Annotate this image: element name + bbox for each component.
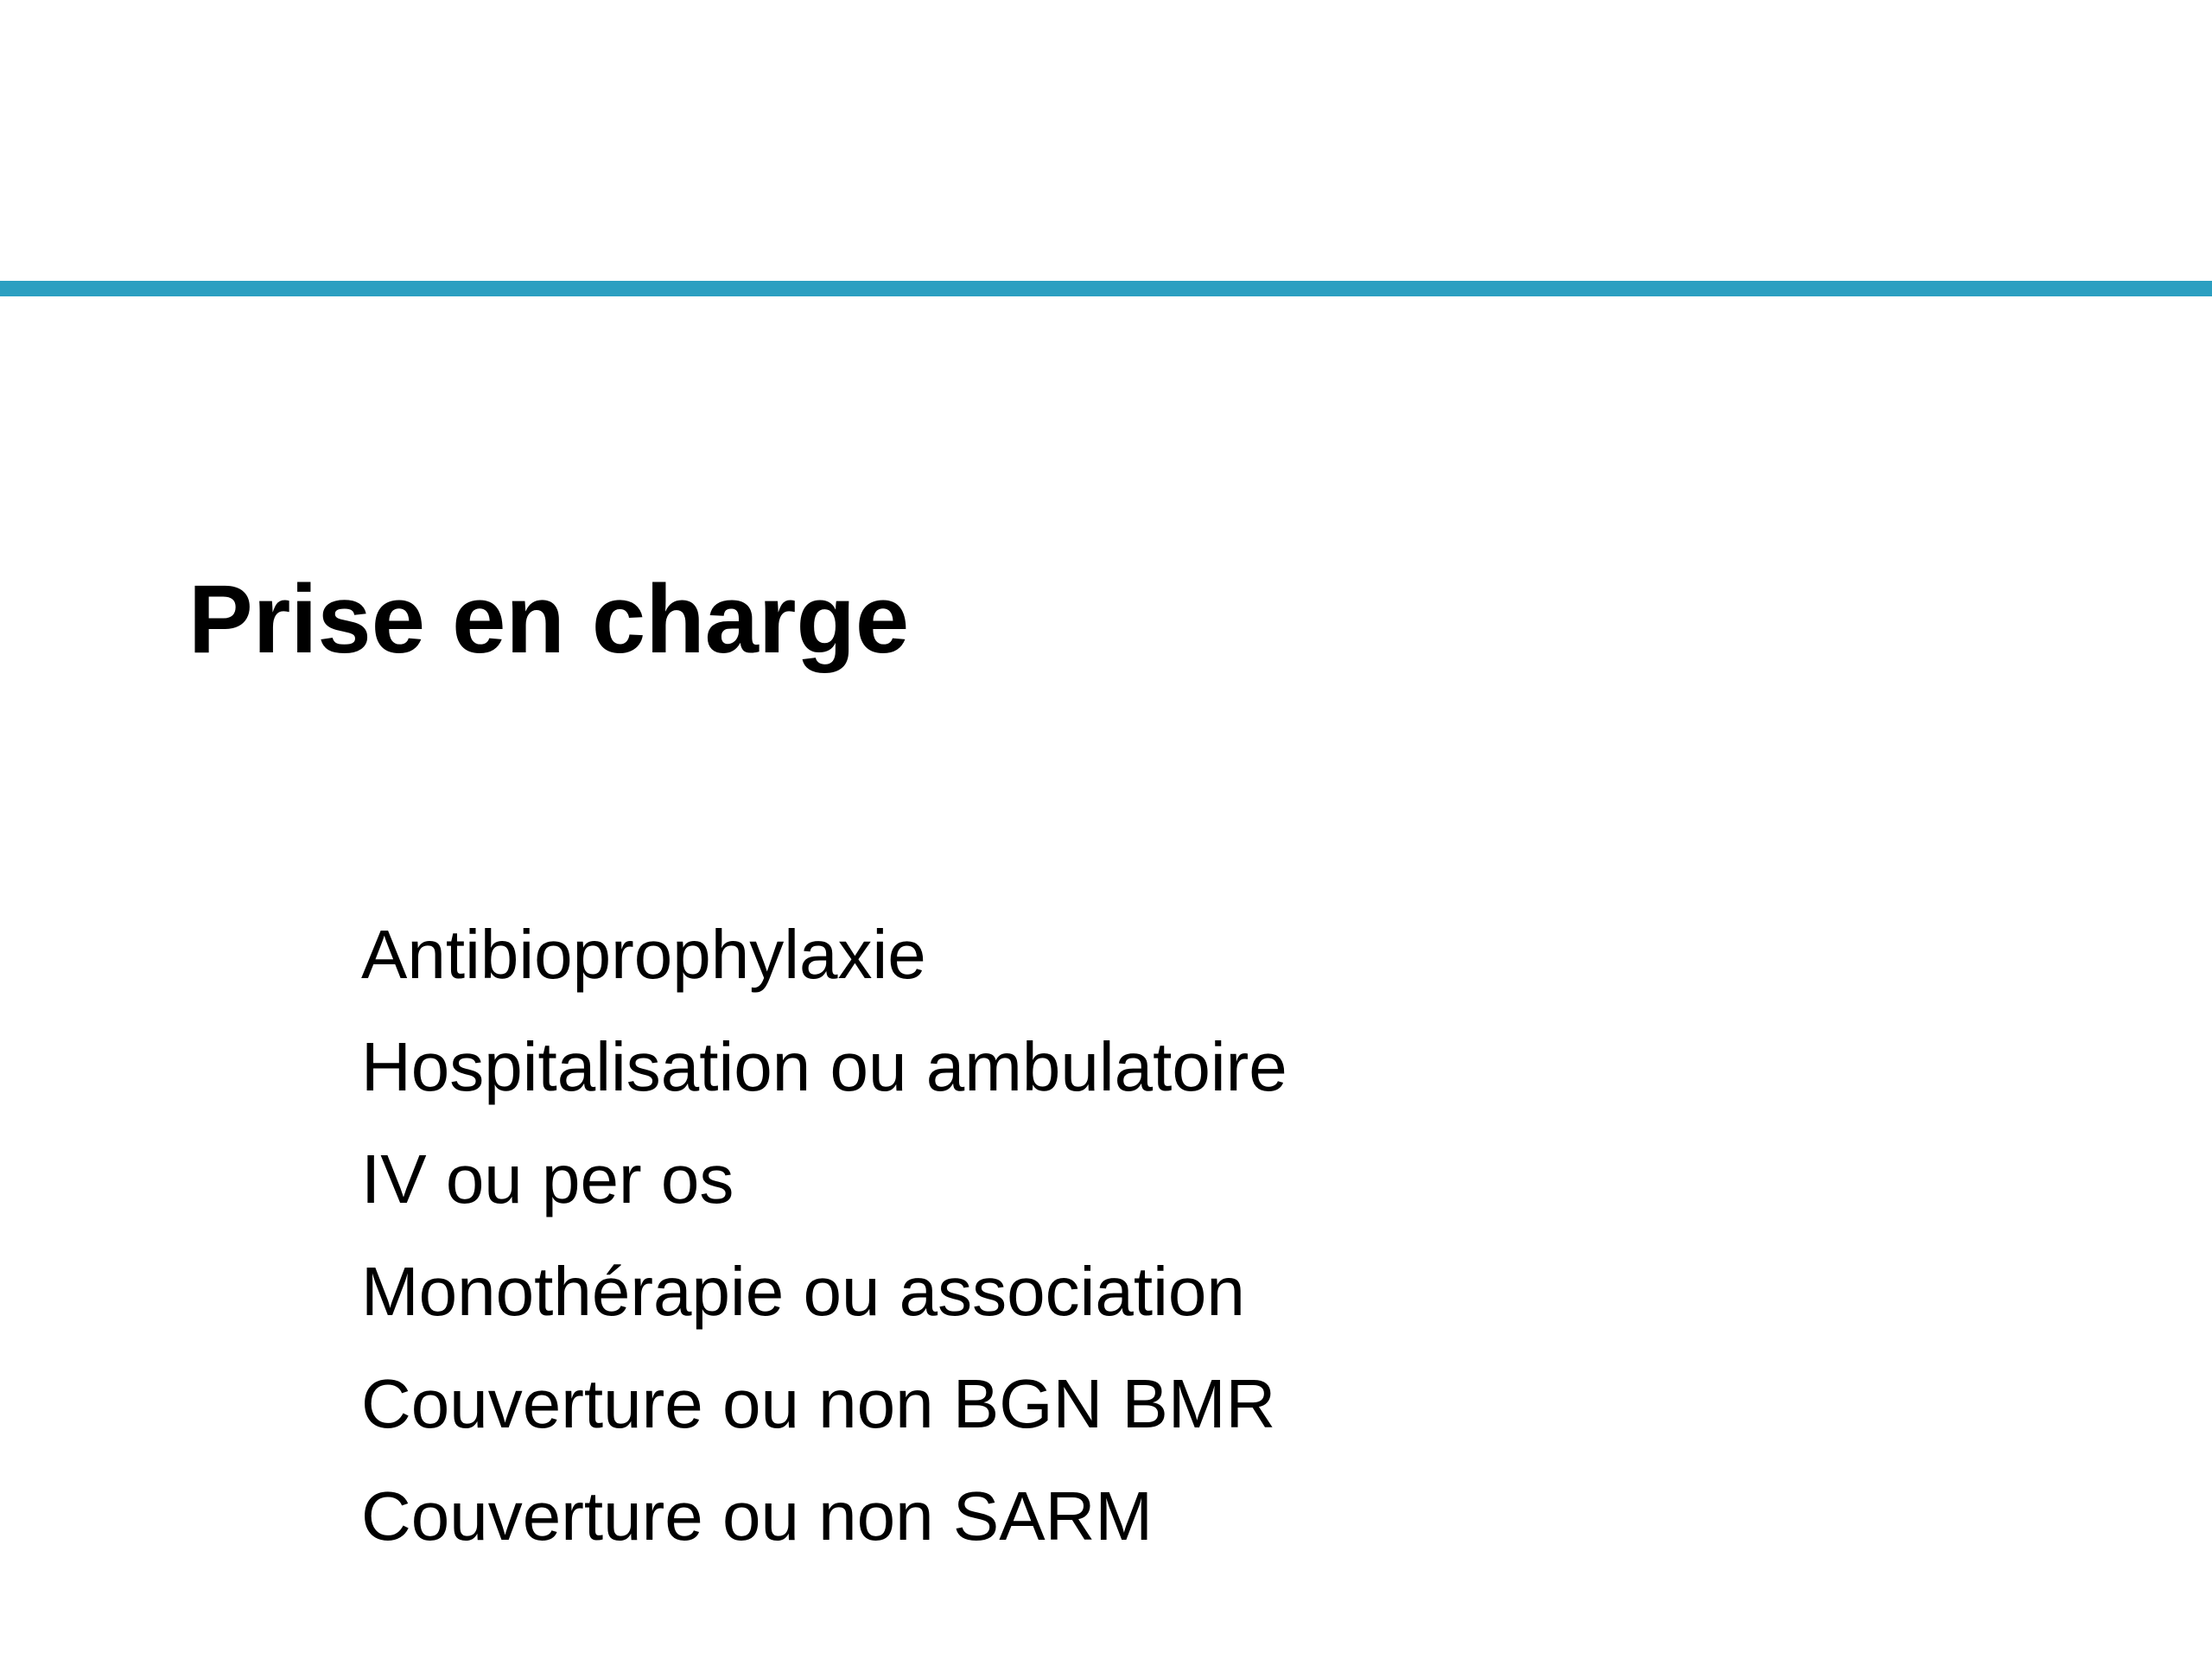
list-item-hospitalisation: Hospitalisation ou ambulatoire <box>361 1028 1287 1105</box>
list-item-couverture-bgn-bmr: Couverture ou non BGN BMR <box>361 1365 1276 1442</box>
list-item-antibioprophylaxie: Antibioprophylaxie <box>361 916 926 993</box>
content-list <box>361 899 1287 1573</box>
slide-title: Prise en charge <box>188 565 910 673</box>
list-item-monotherapie: Monothérapie ou association <box>361 1253 1245 1330</box>
list-item-couverture-sarm: Couverture ou non SARM <box>361 1478 1154 1554</box>
list-item-iv-per-os: IV ou per os <box>361 1141 734 1217</box>
accent-divider-line <box>0 281 2212 296</box>
